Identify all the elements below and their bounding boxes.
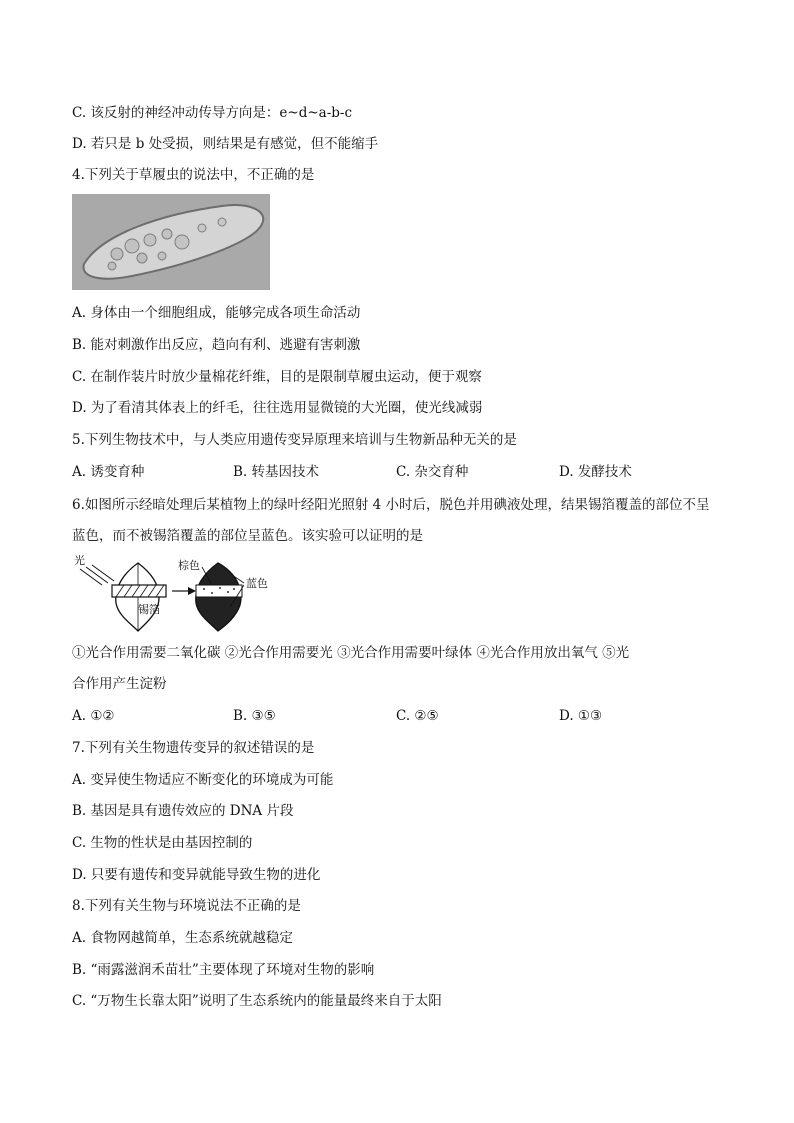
q8-option-a: A. 食物网越简单，生态系统就越稳定: [72, 930, 293, 946]
q7-option-a: A. 变异使生物适应不断变化的环境成为可能: [72, 772, 334, 788]
q4-option-d: D. 为了看清其体表上的纤毛，往往选用显微镜的大光圈，使光线减弱: [72, 400, 483, 416]
q4-stem: 4.下列关于草履虫的说法中，不正确的是: [72, 167, 315, 183]
paramecium-micrograph: [72, 194, 270, 290]
label-light: 光: [74, 555, 85, 567]
q5-option-d: D. 发酵技术: [559, 464, 632, 480]
paramecium-image: [72, 194, 270, 290]
q3-option-d: D. 若只是 b 处受损，则结果是有感觉，但不能缩手: [72, 136, 379, 152]
q7-option-c: C. 生物的性状是由基因控制的: [72, 835, 253, 851]
q7-option-d: D. 只要有遗传和变异就能导致生物的进化: [72, 867, 321, 883]
q5-option-c: C. 杂交育种: [396, 464, 469, 480]
label-brown: 棕色: [178, 559, 200, 572]
q6-stem-line1: 6.如图所示经暗处理后某植物上的绿叶经阳光照射 4 小时后，脱色并用碘液处理，结果锡箔覆盖的部位不呈: [72, 497, 710, 513]
q5-option-b: B. 转基因技术: [233, 464, 320, 480]
q5-option-a: A. 诱变育种: [72, 464, 145, 480]
q6-stem-line2: 蓝色，而不被锡箔覆盖的部位呈蓝色。该实验可以证明的是: [72, 528, 423, 544]
label-blue: 蓝色: [246, 577, 268, 590]
leaf-experiment-figure: [72, 555, 282, 633]
q3-option-c: C. 该反射的神经冲动传导方向是：e~d~a-b-c: [72, 105, 353, 121]
q8-option-b: B. “雨露滋润禾苗壮”主要体现了环境对生物的影响: [72, 962, 375, 978]
q4-option-c: C. 在制作装片时放少量棉花纤维，目的是限制草履虫运动，便于观察: [72, 369, 482, 385]
q6-option-c: C. ②⑤: [396, 708, 439, 724]
q6-option-d: D. ①③: [559, 708, 603, 724]
q7-option-b: B. 基因是具有遗传效应的 DNA 片段: [72, 803, 294, 819]
q6-statements-line2: 合作用产生淀粉: [72, 676, 167, 692]
label-foil: 锡箔: [138, 603, 160, 616]
q5-stem: 5.下列生物技术中，与人类应用遗传变异原理来培训与生物新品种无关的是: [72, 432, 517, 448]
q4-option-b: B. 能对刺激作出反应，趋向有利、逃避有害刺激: [72, 337, 361, 353]
q6-option-b: B. ③⑤: [233, 708, 276, 724]
leaf-experiment-diagram: [72, 555, 282, 633]
q6-statements-line1: ①光合作用需要二氧化碳 ②光合作用需要光 ③光合作用需要叶绿体 ④光合作用放出氧气 ⑤光: [72, 645, 630, 661]
q8-stem: 8.下列有关生物与环境说法不正确的是: [72, 898, 301, 914]
q4-option-a: A. 身体由一个细胞组成，能够完成各项生命活动: [72, 305, 361, 321]
q8-option-c: C. “万物生长靠太阳”说明了生态系统内的能量最终来自于太阳: [72, 993, 442, 1009]
q7-stem: 7.下列有关生物遗传变异的叙述错误的是: [72, 740, 315, 756]
q6-option-a: A. ①②: [72, 708, 115, 724]
